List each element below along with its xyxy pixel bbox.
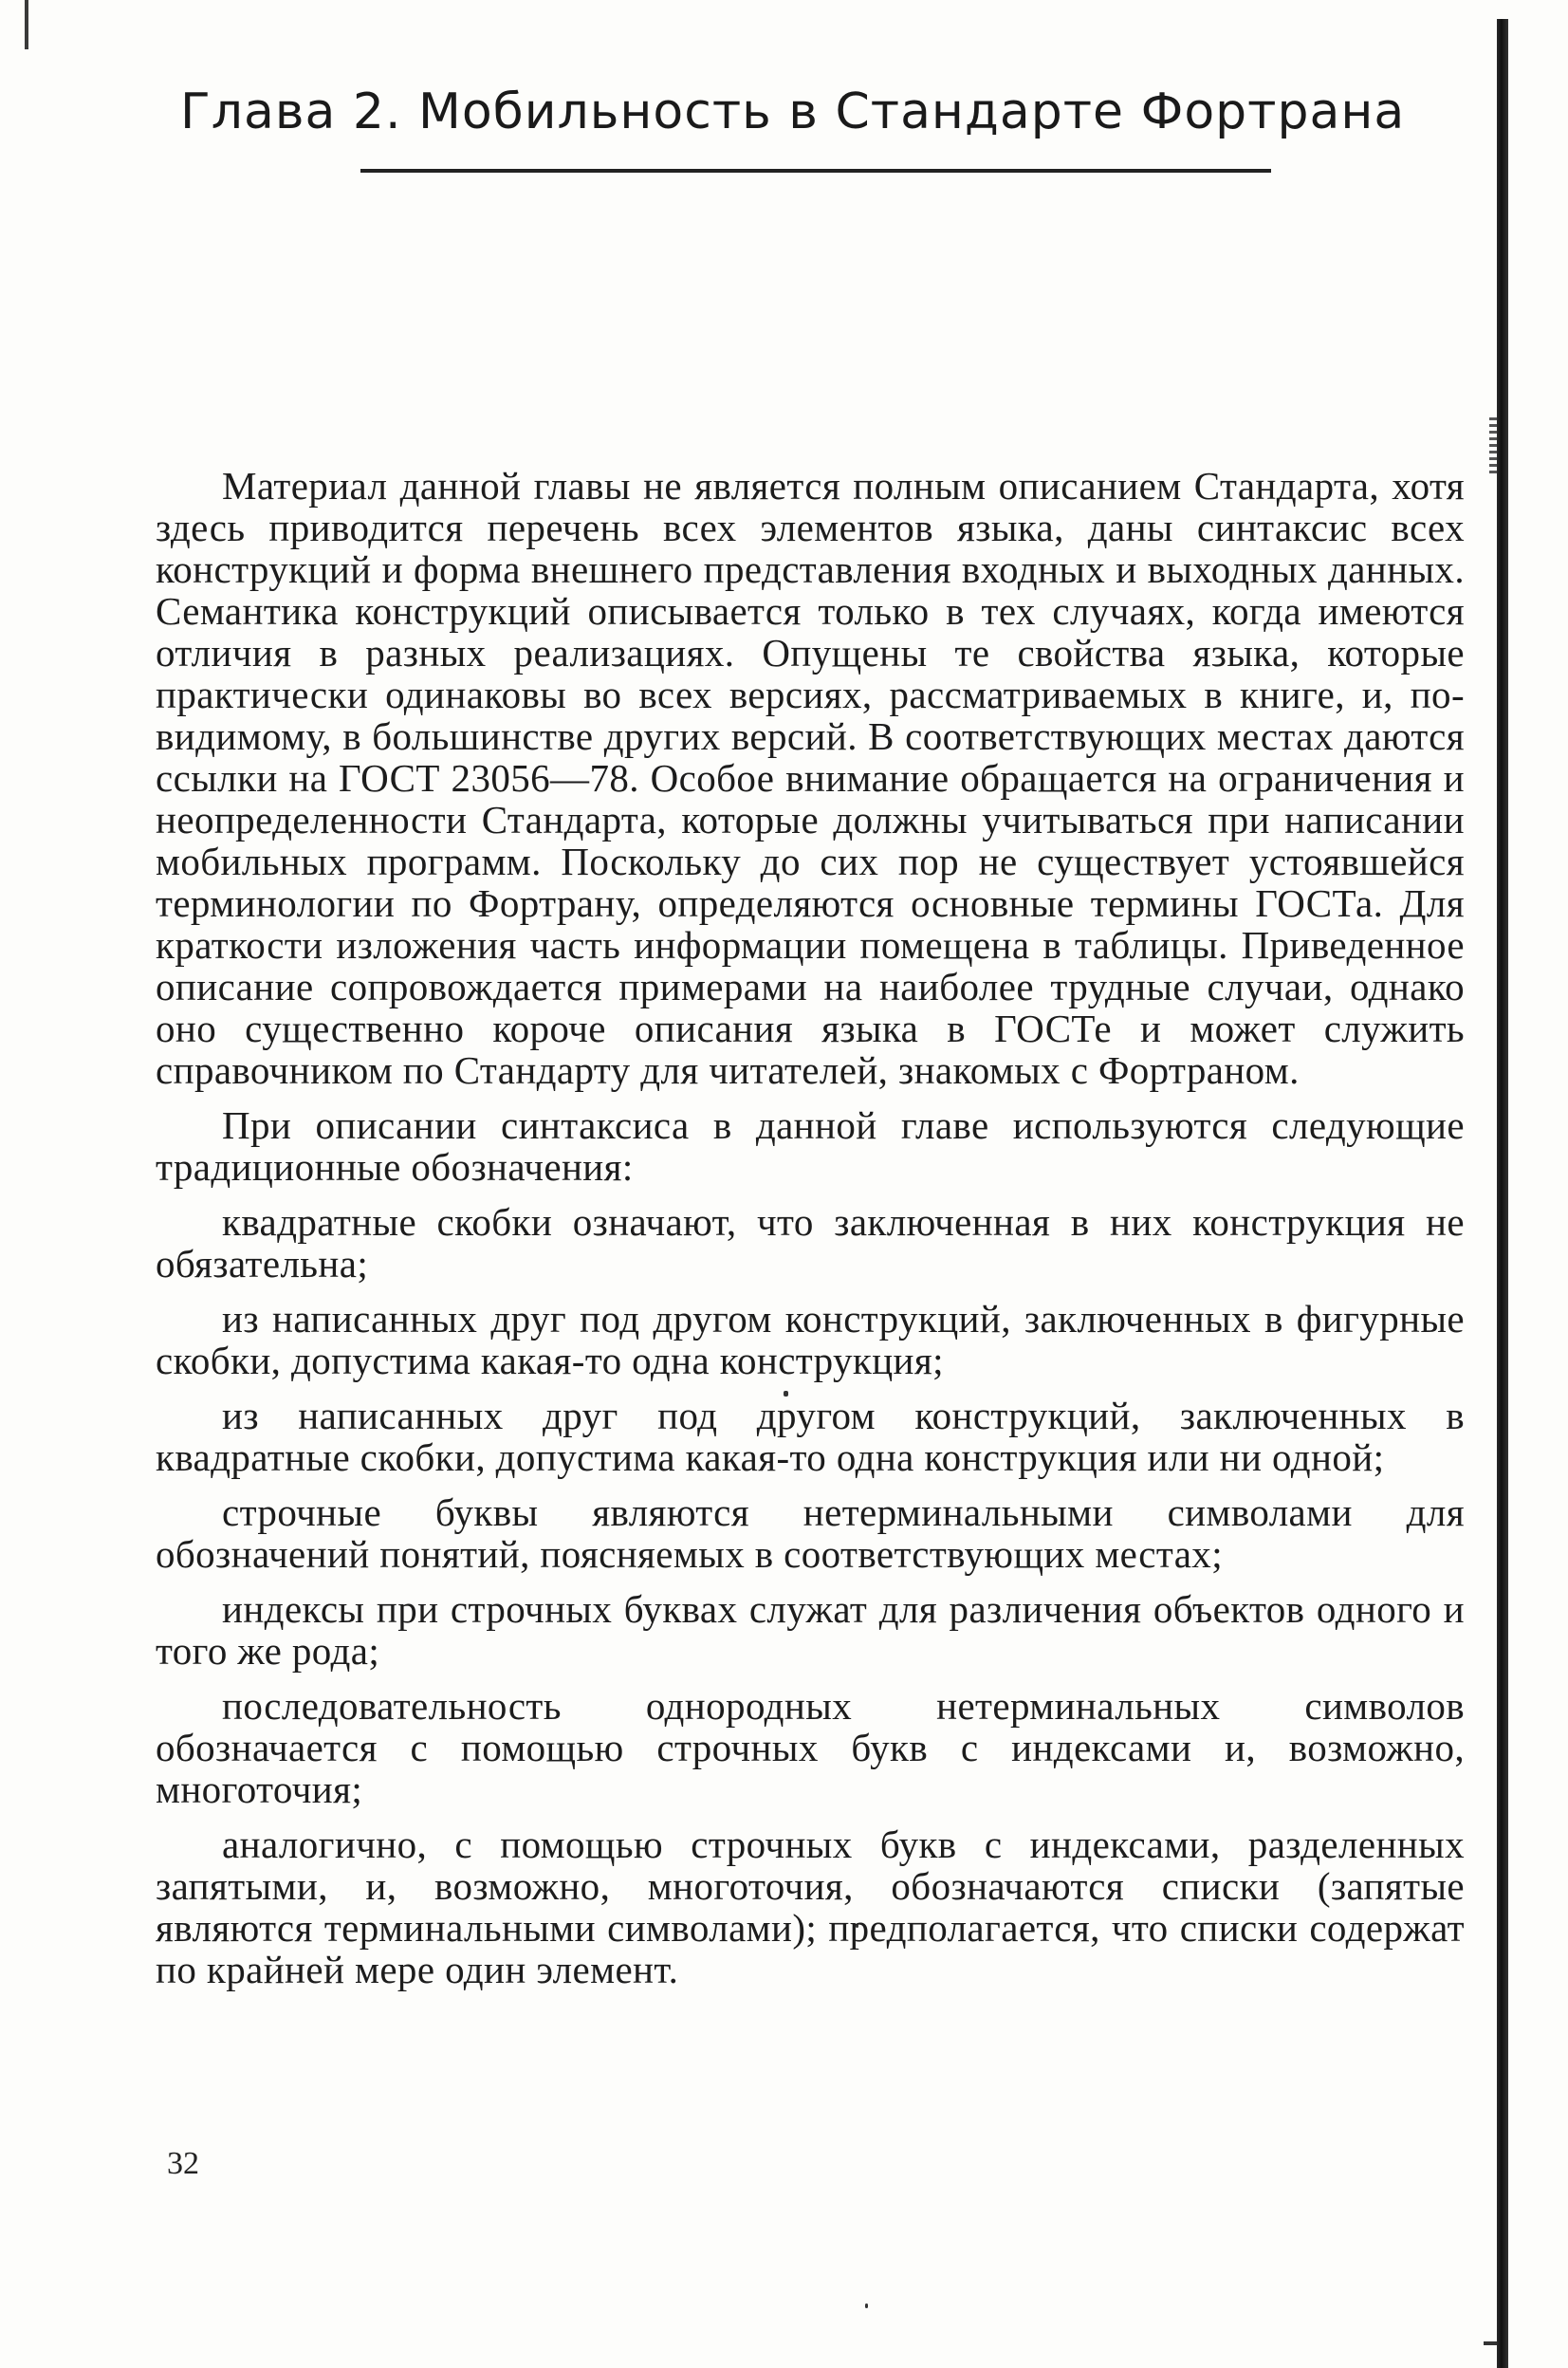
title-underline bbox=[360, 169, 1271, 173]
paragraph-notation-item: квадратные скобки означают, что заключенная в них конструкция не обязательна; bbox=[156, 1200, 1465, 1286]
scan-artifact-left bbox=[25, 0, 28, 49]
paragraph-notation-item: аналогично, с помощью строчных букв с индексами, разделенных запятыми, и, возможно, многоточия, обозначаются списки (запятые являются терминальными символами); предполагается, что списки содержат по крайней мере один элемент. bbox=[156, 1822, 1465, 1991]
body-text bbox=[156, 465, 1465, 2004]
paragraph-intro: Материал данной главы не является полным описанием Стандарта, хотя здесь приводится перечень всех элементов языка, даны синтаксис всех конструкций и форма внешнего представления входных и выходных данных. Семантика конструкций описывается только в тех случаях, когда имеются отличия в разных реализациях. Опущены те свойства языка, которые практически одинаковы во всех версиях, рассматриваемых в книге, и, по-видимому, в большинстве других версий. В соответствующих местах даются ссылки на ГОСТ 23056—78. Особое внимание обращается на ограничения и неопределенности Стандарта, которые должны учитываться при написании мобильных программ. Поскольку до сих пор не существует устоявшейся терминологии по Фортрану, определяются основные термины ГОСТа. Для краткости изложения часть информации помещена в таблицы. Приведенное описание сопровождается примерами на наиболее трудные случаи, однако оно существенно короче описания языка в ГОСТе и может служить справочником по Стандарту для читателей, знакомых с Фортраном. bbox=[156, 464, 1465, 1092]
paragraph-notation-item: последовательность однородных нетерминальных символов обозначается с помощью строчных букв с индексами и, возможно, многоточия; bbox=[156, 1684, 1465, 1811]
paragraph-notation-item: из написанных друг под другом конструкций, заключенных в квадратные скобки, допустима какая-то одна конструкция или ни одной; bbox=[156, 1394, 1465, 1479]
page-number: 32 bbox=[167, 2146, 199, 2181]
paragraph-notation-item: строчные буквы являются нетерминальными символами для обозначений понятий, поясняемых в соответствующих местах; bbox=[156, 1490, 1465, 1576]
paragraph-notation-item: индексы при строчных буквах служат для различения объектов одного и того же рода; bbox=[156, 1587, 1465, 1673]
paragraph-notation-item: из написанных друг под другом конструкций, заключенных в фигурные скобки, допустима какая-то одна конструкция; bbox=[156, 1297, 1465, 1382]
paragraph-notation-intro: При описании синтаксиса в данной главе используются следующие традиционные обозначения: bbox=[156, 1103, 1465, 1189]
scan-speck bbox=[865, 2303, 868, 2308]
chapter-title: Глава 2. Мобильность в Стандарте Фортрана bbox=[180, 83, 1406, 140]
scan-artifact-binding-edge bbox=[1497, 19, 1508, 2368]
